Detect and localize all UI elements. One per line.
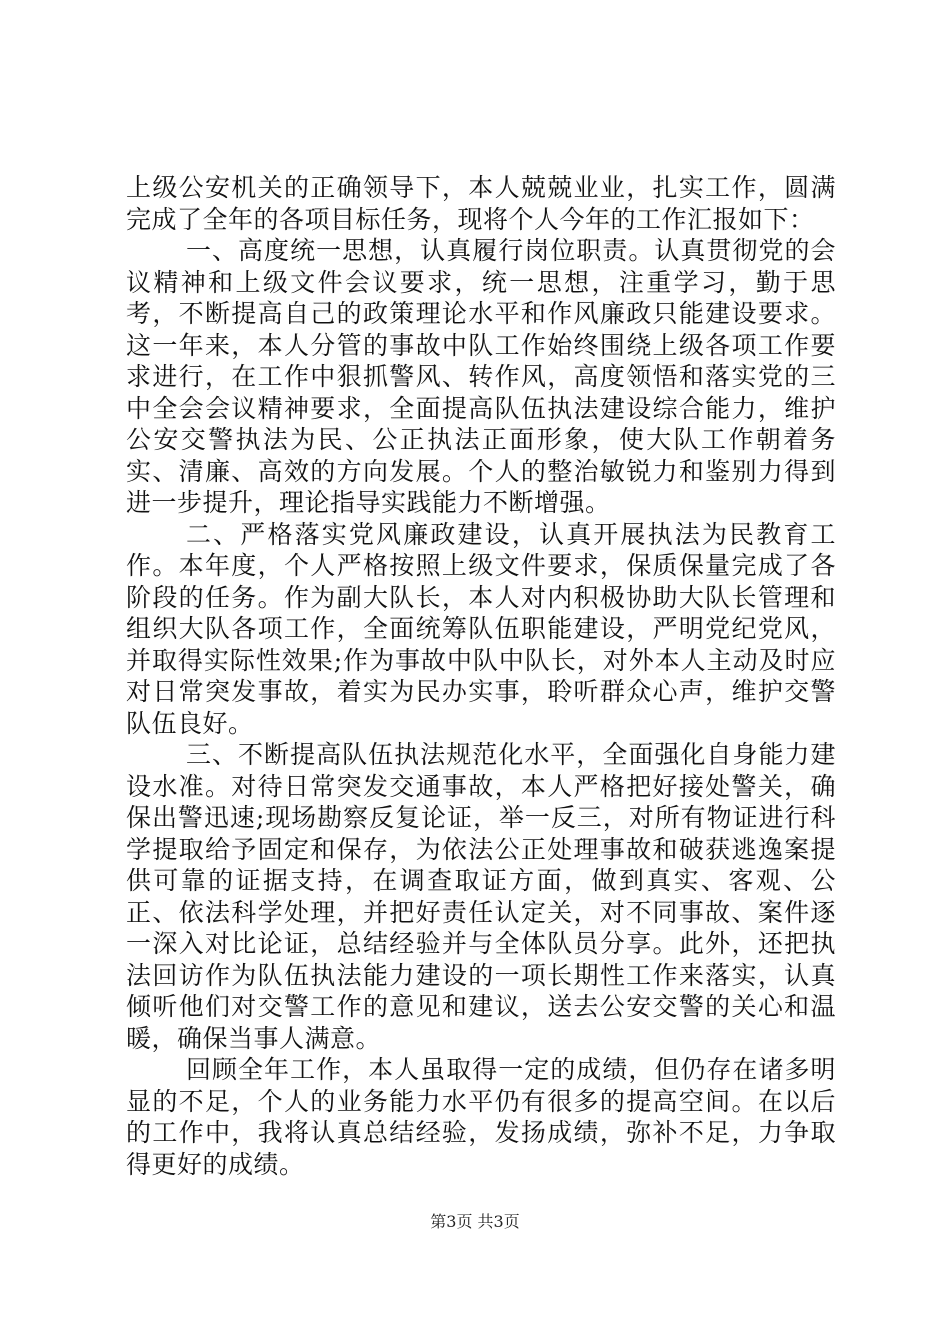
page-number-footer: 第3页 共3页 xyxy=(430,1212,520,1231)
paragraph-section-2: 二、严格落实党风廉政建设，认真开展执法为民教育工作。本年度，个人严格按照上级文件要求，保质保量完成了各阶段的任务。作为副大队长，本人对内积极协助大队长管理和组织大队各项工作，全面统筹队伍职能建设，严明党纪党风，并取得实际性效果;作为事故中队中队长，对外本人主动及时应对日常突发事故，着实为民办实事，聆听群众心声，维护交警队伍良好。 xyxy=(126,519,836,738)
paragraph-conclusion: 回顾全年工作，本人虽取得一定的成绩，但仍存在诸多明显的不足，个人的业务能力水平仍有很多的提高空间。在以后的工作中，我将认真总结经验，发扬成绩，弥补不足，力争取得更好的成绩。 xyxy=(126,1055,836,1179)
paragraph-section-1: 一、高度统一思想，认真履行岗位职责。认真贯彻党的会议精神和上级文件会议要求，统一思想，注重学习，勤于思考，不断提高自己的政策理论水平和作风廉政只能建设要求。这一年来，本人分管的事故中队工作始终围绕上级各项工作要求进行，在工作中狠抓警风、转作风，高度领悟和落实党的三中全会会议精神要求，全面提高队伍执法建设综合能力，维护公安交警执法为民、公正执法正面形象，使大队工作朝着务实、清廉、高效的方向发展。个人的整治敏锐力和鉴别力得到进一步提升，理论指导实践能力不断增强。 xyxy=(126,236,836,517)
document-body xyxy=(126,172,836,1180)
paragraph-section-3: 三、不断提高队伍执法规范化水平，全面强化自身能力建设水准。对待日常突发交通事故，本人严格把好接处警关，确保出警迅速;现场勘察反复论证，举一反三，对所有物证进行科学提取给予固定和保存，为依法公正处理事故和破获逃逸案提供可靠的证据支持，在调查取证方面，做到真实、客观、公正、依法科学处理，并把好责任认定关，对不同事故、案件逐一深入对比论证，总结经验并与全体队员分享。此外，还把执法回访作为队伍执法能力建设的一项长期性工作来落实，认真倾听他们对交警工作的意见和建议，送去公安交警的关心和温暖，确保当事人满意。 xyxy=(126,740,836,1053)
paragraph-intro: 上级公安机关的正确领导下，本人兢兢业业，扎实工作，圆满完成了全年的各项目标任务，现将个人今年的工作汇报如下： xyxy=(126,173,836,234)
